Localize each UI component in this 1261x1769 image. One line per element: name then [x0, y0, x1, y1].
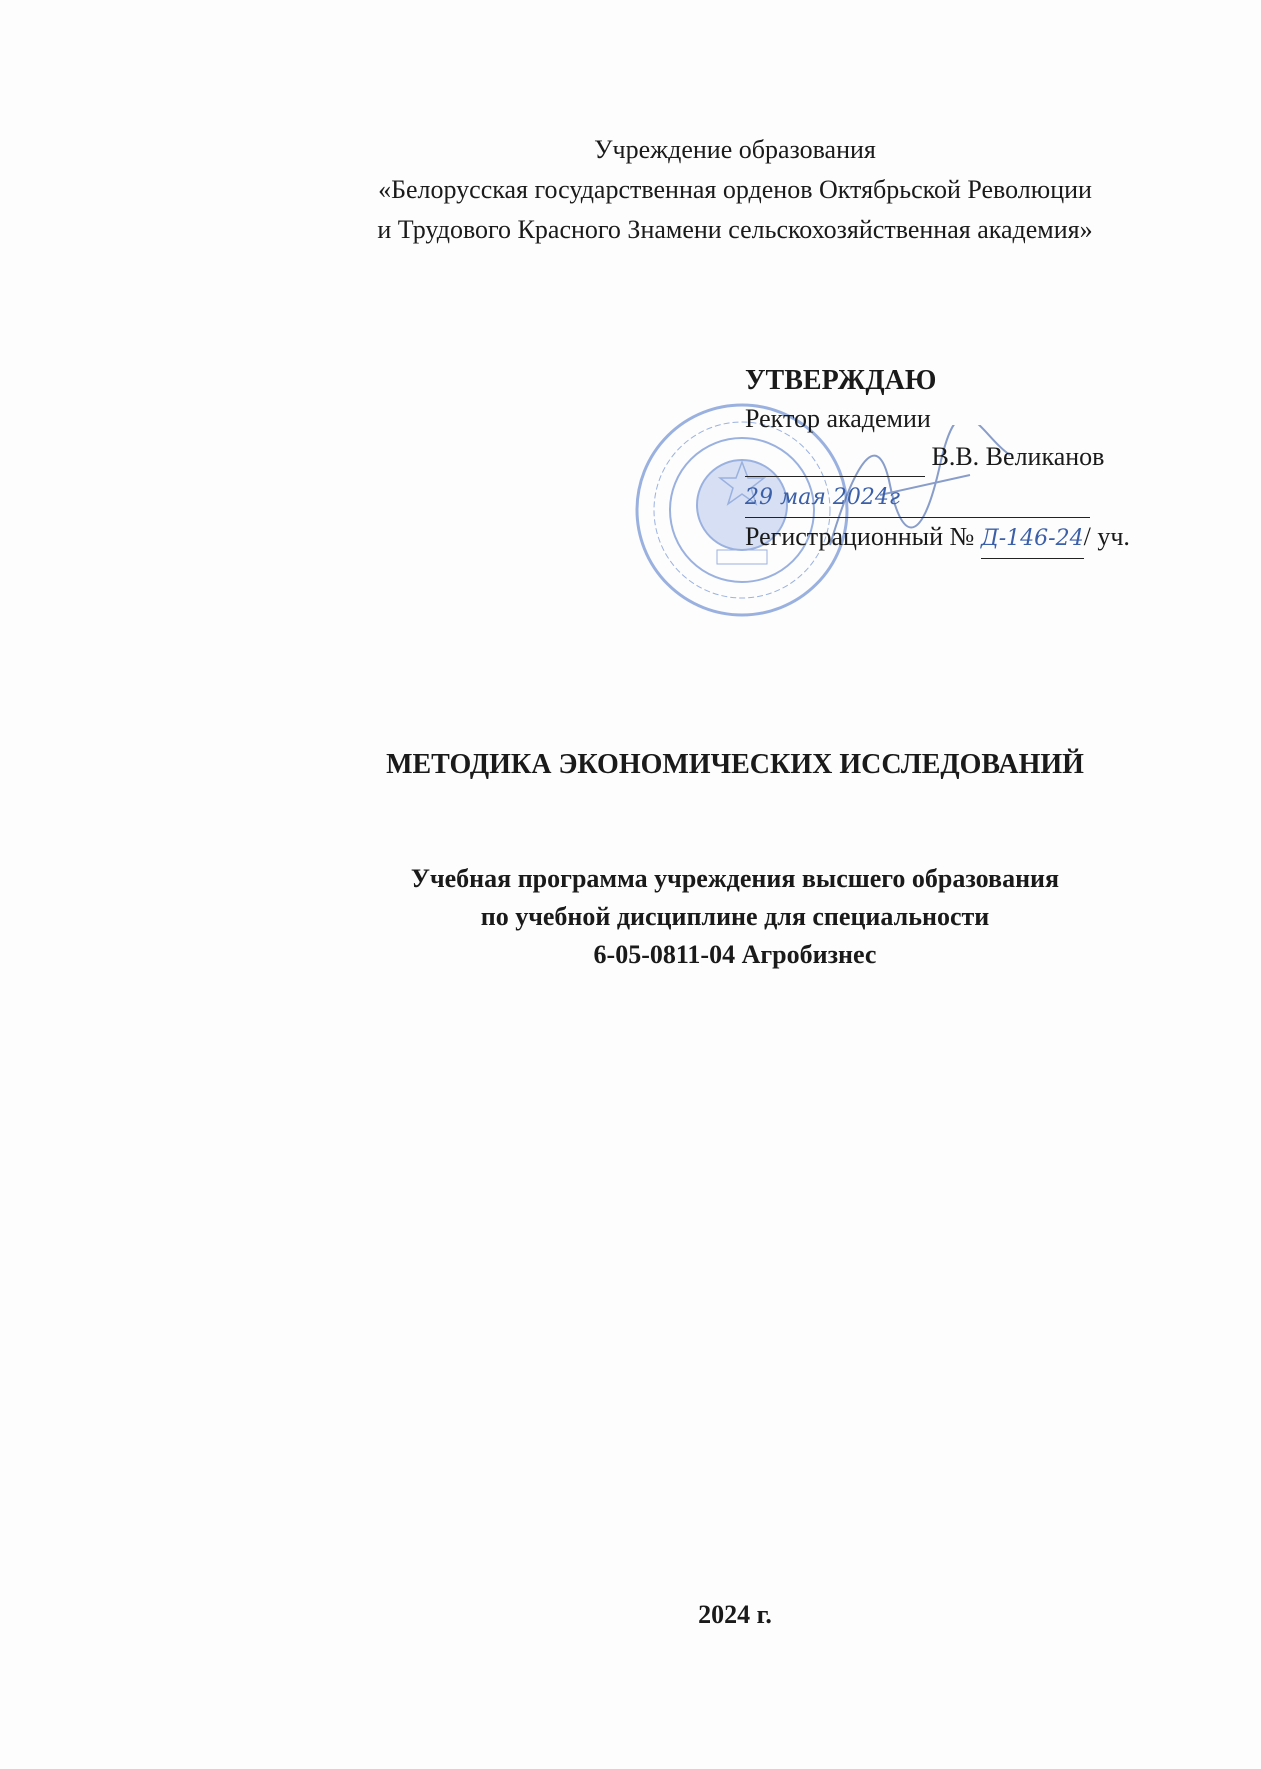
org-line: «Белорусская государственная орденов Октябрьской Революции [378, 175, 1092, 204]
approval-heading: УТВЕРЖДАЮ [745, 365, 937, 396]
subtitle-line: Учебная программа учреждения высшего образования [410, 864, 1060, 893]
organization-header [0, 130, 1261, 250]
approver-name: В.В. Великанов [931, 442, 1105, 471]
document-subtitle [0, 860, 1261, 974]
approver-position: Ректор академии [745, 404, 931, 433]
reg-number: Д-146-24 [981, 520, 1084, 559]
document-year: 2024 г. [698, 1600, 772, 1629]
approval-block [745, 362, 1130, 559]
reg-suffix: / уч. [1083, 522, 1130, 551]
subtitle-line: 6-05-0811-04 Агробизнес [593, 940, 877, 969]
approval-date: 29 мая 2024г [745, 479, 1090, 518]
org-line: и Трудового Красного Знамени сельскохозяйственная академия» [377, 215, 1093, 244]
subtitle-line: по учебной дисциплине для специальности [480, 902, 990, 931]
signature-line [745, 438, 925, 477]
org-line: Учреждение образования [594, 135, 876, 164]
document-title: МЕТОДИКА ЭКОНОМИЧЕСКИХ ИССЛЕДОВАНИЙ [386, 749, 1084, 780]
reg-label: Регистрационный № [745, 522, 975, 551]
